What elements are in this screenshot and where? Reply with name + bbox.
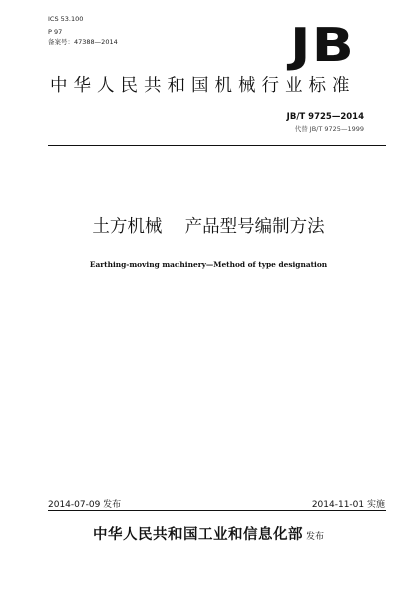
standard-code: JB/T 9725—2014 xyxy=(286,112,364,122)
title-english: Earthing-moving machinery—Method of type designation xyxy=(89,260,328,269)
implementation-date: 2014-11-01 实施 xyxy=(311,500,385,510)
issue-date: 2014-07-09 发布 xyxy=(48,500,122,510)
ccs-code: P 97 xyxy=(48,28,63,36)
issuer-suffix: 发布 xyxy=(305,532,324,542)
issuer-block xyxy=(0,523,417,544)
bottom-divider xyxy=(48,510,386,511)
replaces-standard: 代替 JB/T 9725—1999 xyxy=(294,125,364,133)
ics-code: ICS 53.100 xyxy=(48,15,84,23)
top-divider xyxy=(48,145,386,146)
filing-number: 备案号：47388—2014 xyxy=(48,38,118,46)
jb-logo: JB xyxy=(290,18,356,72)
title-chinese: 土方机械 产品型号编制方法 xyxy=(92,217,325,237)
issuer-name: 中华人民共和国工业和信息化部 xyxy=(92,527,303,543)
standard-type: 中华人民共和国机械行业标准 xyxy=(50,76,356,96)
